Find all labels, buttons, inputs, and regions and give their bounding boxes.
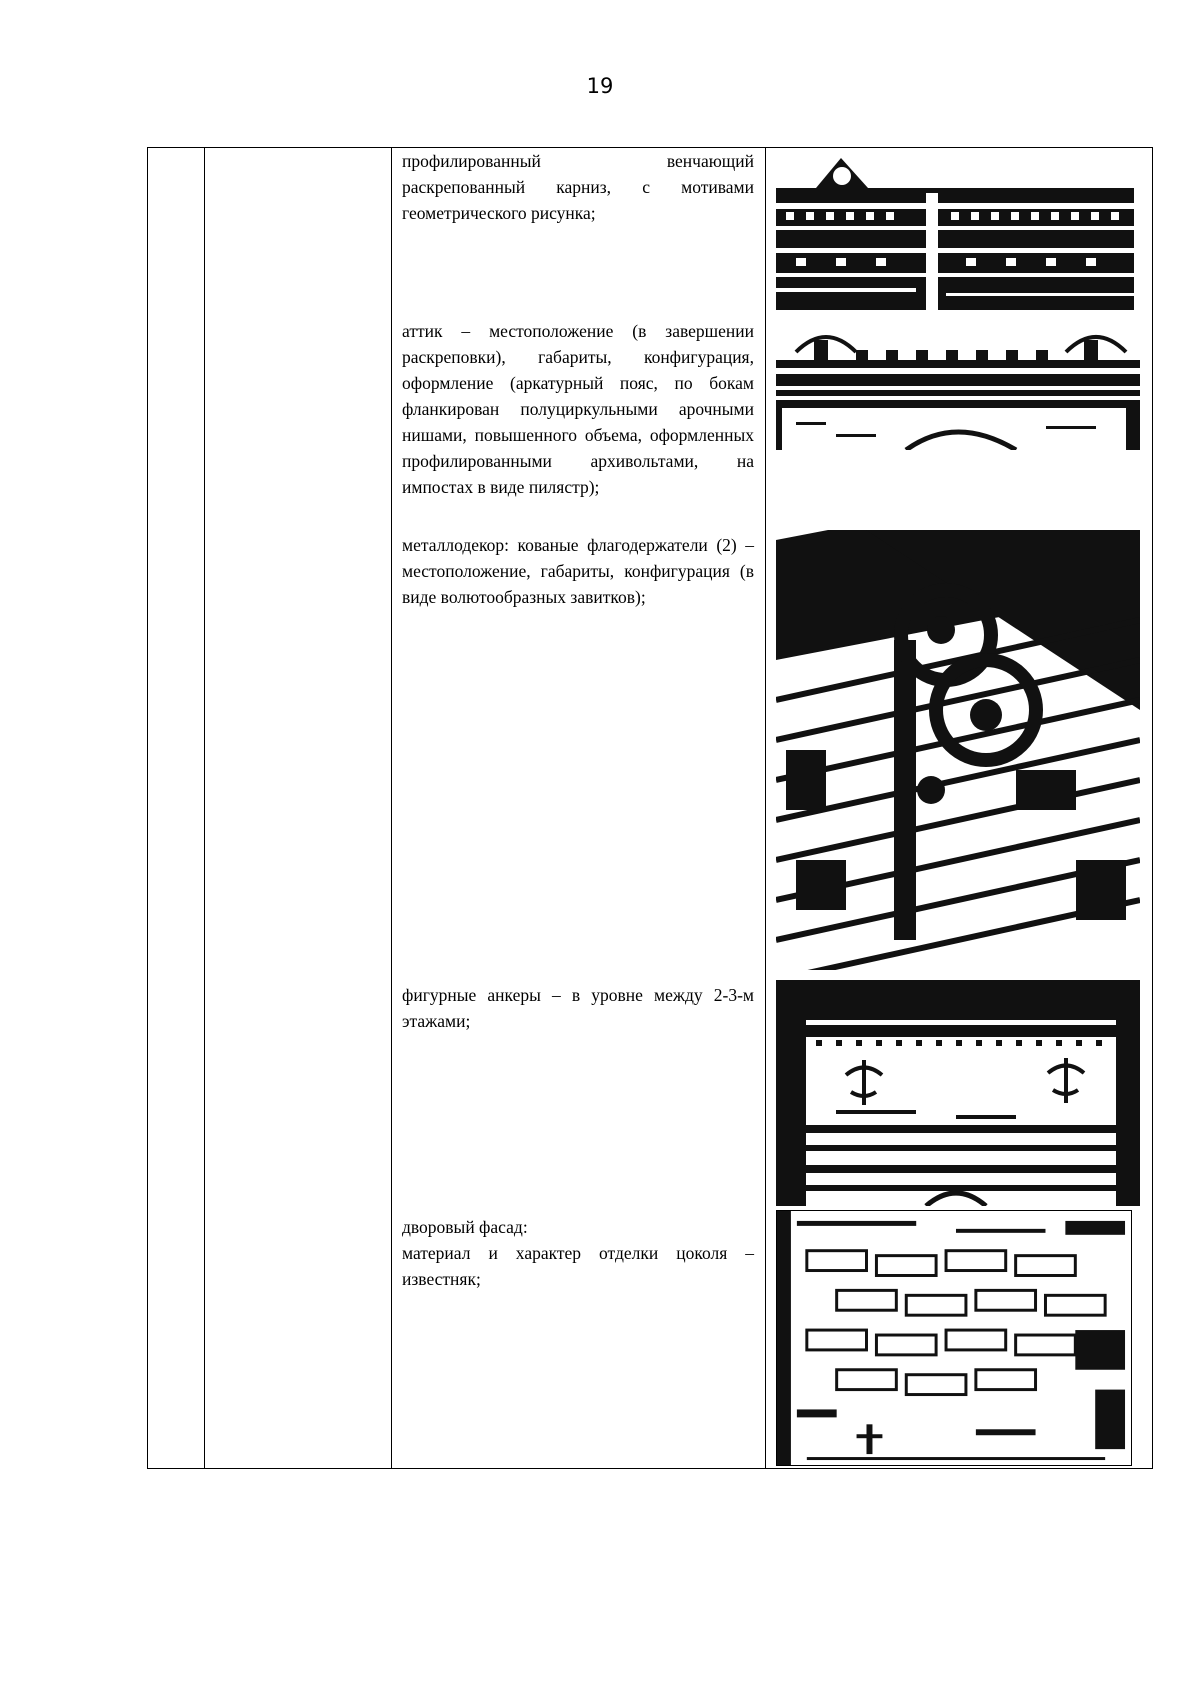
- flag-holder-photo: [776, 530, 1140, 970]
- attic-photo: [776, 322, 1140, 450]
- plinth-description: материал и характер отделки цоколя – известняк;: [402, 1243, 754, 1289]
- column-divider: [391, 148, 392, 1468]
- column-divider: [765, 148, 766, 1468]
- anchors-description: фигурные анкеры – в уровне между 2-3-м этажами;: [402, 985, 754, 1031]
- attic-description: аттик – местоположение (в завершении раскреповки), габариты, конфигурация, оформление (аркатурный пояс, по бокам фланкирован полуциркульными арочными нишами, повышенного объема, оформленных профилированными архивольтами, на импостах в виде пилястр);: [402, 321, 754, 497]
- cornice-photo: [776, 148, 1134, 310]
- cornice-description: профилированный венчающий раскрепованный карниз, с мотивами геометрического рисунка;: [402, 151, 754, 223]
- anchors-photo: [776, 980, 1140, 1206]
- plinth-photo: [776, 1210, 1132, 1466]
- page-number: 19: [586, 74, 614, 98]
- courtyard-facade-title: дворовый фасад:: [402, 1217, 528, 1237]
- column-divider: [204, 148, 205, 1468]
- courtyard-facade-description: [402, 1214, 754, 1292]
- metal-decor-description: металлодекор: кованые флагодержатели (2) – местоположение, габариты, конфигурация (в виде волютообразных завитков);: [402, 535, 754, 607]
